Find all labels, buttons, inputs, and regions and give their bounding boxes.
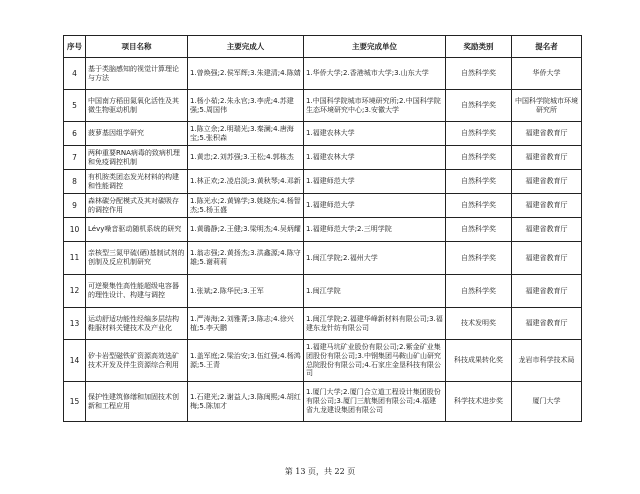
cell-main-units: 1.福建师范大学 bbox=[304, 194, 446, 218]
cell-main-units: 1.闽江学院;2.福建华峰新材料有限公司;3.福建东龙针纺有限公司 bbox=[304, 308, 446, 340]
cell-award-type: 自然科学奖 bbox=[446, 194, 512, 218]
cell-main-people: 1.盖军庭;2.梁治安;3.伍红强;4.杨鸿源;5.王青 bbox=[188, 340, 304, 382]
cell-main-people: 1.陈立余;2.明瑞光;3.秦澜;4.唐海宝;5.张积森 bbox=[188, 122, 304, 146]
cell-no: 13 bbox=[64, 308, 86, 340]
cell-award-type: 自然科学奖 bbox=[446, 170, 512, 194]
cell-project-name: 可逆聚集性高性能超级电容器的理性设计、构建与调控 bbox=[86, 275, 188, 308]
cell-no: 10 bbox=[64, 218, 86, 242]
header-no: 序号 bbox=[64, 36, 86, 58]
cell-award-type: 自然科学奖 bbox=[446, 90, 512, 122]
cell-no: 15 bbox=[64, 382, 86, 422]
table-row bbox=[64, 242, 582, 275]
cell-nominator: 福建省教育厅 bbox=[512, 308, 582, 340]
table-row bbox=[64, 146, 582, 170]
cell-award-type: 自然科学奖 bbox=[446, 146, 512, 170]
cell-main-people: 1.张斌;2.陈华民;3.王军 bbox=[188, 275, 304, 308]
cell-project-name: 矽卡岩型磁铁矿资源高效选矿技术开发及伴生资源综合利用 bbox=[86, 340, 188, 382]
awards-table bbox=[63, 35, 582, 422]
cell-main-people: 1.石建光;2.谢益人;3.陈闽熙;4.胡红梅;5.陈加才 bbox=[188, 382, 304, 422]
header-nominator: 提名者 bbox=[512, 36, 582, 58]
cell-main-people: 1.黄忠;2.刘苏强;3.王松;4.郭栋杰 bbox=[188, 146, 304, 170]
cell-main-units: 1.闽江学院 bbox=[304, 275, 446, 308]
table-header bbox=[64, 36, 582, 58]
cell-main-units: 1.福建马坑矿业股份有限公司;2.紫金矿业集团股份有限公司;3.中钢集团马鞍山矿山研究总院股份有限公司;4.石家庄金垦科技有限公司 bbox=[304, 340, 446, 382]
cell-nominator: 福建省教育厅 bbox=[512, 218, 582, 242]
cell-nominator: 福建省教育厅 bbox=[512, 242, 582, 275]
cell-nominator: 福建省教育厅 bbox=[512, 170, 582, 194]
cell-main-people: 1.黄璐静;2.王健;3.梁明杰;4.吴炳耀 bbox=[188, 218, 304, 242]
cell-main-units: 1.福建农林大学 bbox=[304, 146, 446, 170]
table-row bbox=[64, 122, 582, 146]
cell-main-units: 1.闽江学院;2.福州大学 bbox=[304, 242, 446, 275]
cell-award-type: 自然科学奖 bbox=[446, 275, 512, 308]
page-footer: 第 13 页，共 22 页 bbox=[284, 467, 356, 476]
table-row bbox=[64, 90, 582, 122]
table-row bbox=[64, 308, 582, 340]
cell-award-type: 自然科学奖 bbox=[446, 58, 512, 90]
cell-project-name: 保护性建筑修缮和加固技术创新和工程应用 bbox=[86, 382, 188, 422]
cell-main-people: 1.陈光水;2.黄锦学;3.姚晓东;4.杨智杰;5.杨玉盛 bbox=[188, 194, 304, 218]
cell-award-type: 自然科学奖 bbox=[446, 218, 512, 242]
cell-no: 11 bbox=[64, 242, 86, 275]
cell-project-name: 基于类脑感知的视觉计算理论与方法 bbox=[86, 58, 188, 90]
header-main-units: 主要完成单位 bbox=[304, 36, 446, 58]
cell-project-name: 亲核型三氮甲硫(硒)基制试剂的创制及反应机制研究 bbox=[86, 242, 188, 275]
table-body bbox=[64, 58, 582, 422]
cell-project-name: 两种重要RNA病毒的致病机理和免疫调控机制 bbox=[86, 146, 188, 170]
cell-project-name: 森林碳分配模式及其对碳吸存的调控作用 bbox=[86, 194, 188, 218]
cell-main-units: 1.福建师范大学 bbox=[304, 170, 446, 194]
table-row bbox=[64, 275, 582, 308]
cell-award-type: 自然科学奖 bbox=[446, 242, 512, 275]
cell-main-people: 1.曾焕强;2.侯军辉;3.朱建清;4.陈婧 bbox=[188, 58, 304, 90]
cell-no: 5 bbox=[64, 90, 86, 122]
cell-main-people: 1.林正欢;2.凌启淡;3.黄秋琴;4.邓新 bbox=[188, 170, 304, 194]
cell-nominator: 福建省教育厅 bbox=[512, 122, 582, 146]
table-row bbox=[64, 58, 582, 90]
cell-project-name: Lévy噪音驱动随机系统的研究 bbox=[86, 218, 188, 242]
cell-nominator: 中国科学院城市环境研究所 bbox=[512, 90, 582, 122]
cell-nominator: 华侨大学 bbox=[512, 58, 582, 90]
cell-main-people: 1.严涛海;2.刘雅菁;3.陈志;4.徐兴植;5.李天鹏 bbox=[188, 308, 304, 340]
cell-no: 12 bbox=[64, 275, 86, 308]
cell-project-name: 中国南方稻田氮氧化活性及其微生物驱动机制 bbox=[86, 90, 188, 122]
cell-no: 4 bbox=[64, 58, 86, 90]
cell-main-units: 1.福建师范大学;2.三明学院 bbox=[304, 218, 446, 242]
cell-award-type: 技术发明奖 bbox=[446, 308, 512, 340]
cell-main-people: 1.翁志强;2.黄扬杰;3.洪鑫源;4.陈守雄;5.谢莉莉 bbox=[188, 242, 304, 275]
header-row bbox=[64, 36, 582, 58]
cell-main-units: 1.厦门大学;2.厦门合立道工程设计集团股份有限公司;3.厦门三航集团有限公司;4.福建省九龙建设集团有限公司 bbox=[304, 382, 446, 422]
cell-project-name: 有机胺类团态发光材料的构建和性能调控 bbox=[86, 170, 188, 194]
cell-nominator: 福建省教育厅 bbox=[512, 275, 582, 308]
cell-award-type: 科技成果转化奖 bbox=[446, 340, 512, 382]
cell-no: 6 bbox=[64, 122, 86, 146]
table-row bbox=[64, 218, 582, 242]
table-row bbox=[64, 194, 582, 218]
cell-main-people: 1.杨小茹;2.朱永官;3.李虎;4.苏建强;5.周国伟 bbox=[188, 90, 304, 122]
cell-no: 7 bbox=[64, 146, 86, 170]
table-row bbox=[64, 382, 582, 422]
cell-project-name: 运动舒适功能性经编多层结构鞋服材料关键技术及产业化 bbox=[86, 308, 188, 340]
header-award-type: 奖励类别 bbox=[446, 36, 512, 58]
cell-project-name: 菠萝基因组学研究 bbox=[86, 122, 188, 146]
header-project-name: 项目名称 bbox=[86, 36, 188, 58]
table-row bbox=[64, 170, 582, 194]
cell-nominator: 福建省教育厅 bbox=[512, 194, 582, 218]
cell-nominator: 福建省教育厅 bbox=[512, 146, 582, 170]
cell-nominator: 厦门大学 bbox=[512, 382, 582, 422]
table-row bbox=[64, 340, 582, 382]
header-main-people: 主要完成人 bbox=[188, 36, 304, 58]
cell-no: 8 bbox=[64, 170, 86, 194]
cell-award-type: 科学技术进步奖 bbox=[446, 382, 512, 422]
cell-main-units: 1.中国科学院城市环境研究所;2.中国科学院生态环境研究中心;3.安徽大学 bbox=[304, 90, 446, 122]
cell-no: 14 bbox=[64, 340, 86, 382]
cell-main-units: 1.福建农林大学 bbox=[304, 122, 446, 146]
cell-nominator: 龙岩市科学技术局 bbox=[512, 340, 582, 382]
cell-main-units: 1.华侨大学;2.香港城市大学;3.山东大学 bbox=[304, 58, 446, 90]
cell-award-type: 自然科学奖 bbox=[446, 122, 512, 146]
cell-no: 9 bbox=[64, 194, 86, 218]
